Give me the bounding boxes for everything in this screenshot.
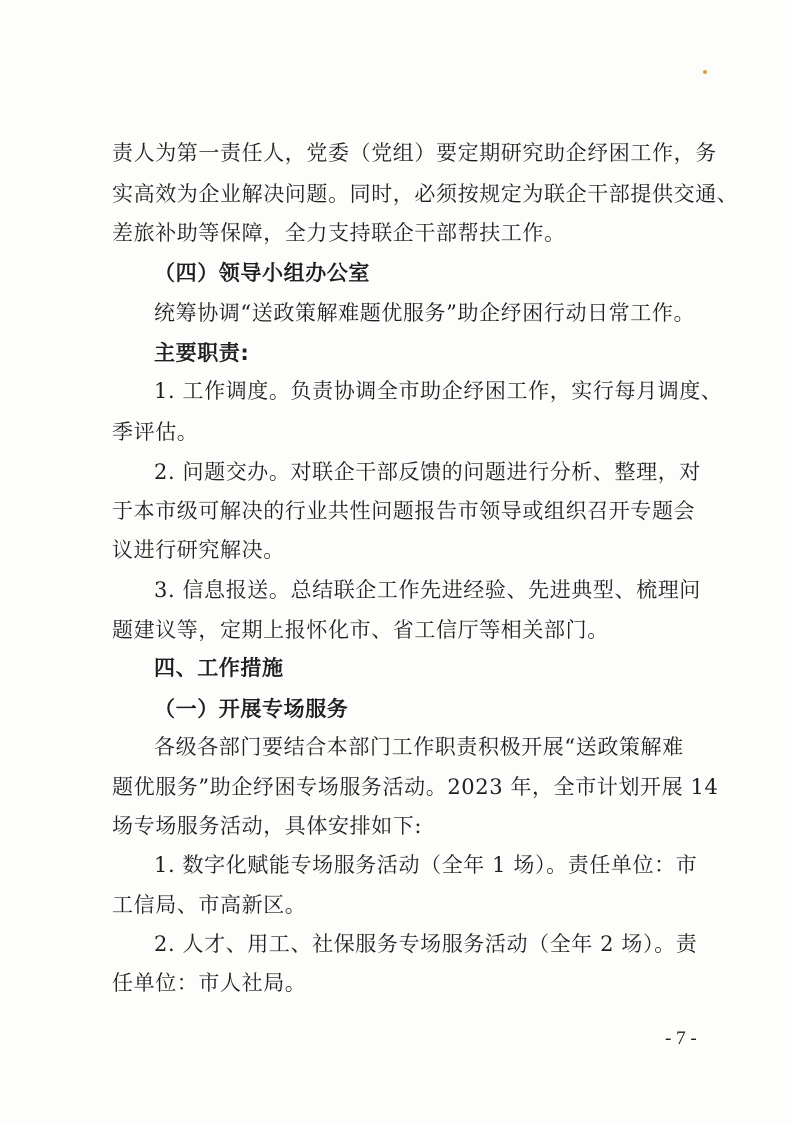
duty-item-1: 1. 工作调度。负责协调全市助企纾困工作，实行每月调度、 bbox=[154, 379, 723, 403]
duty-item-2: 2. 问题交办。对联企干部反馈的问题进行分析、整理，对 bbox=[154, 460, 701, 484]
activity-item-2: 2. 人才、用工、社保服务专场服务活动（全年 2 场）。责 bbox=[154, 932, 698, 956]
text-line-16: 各级各部门要结合本部门工作职责积极开展“送政策解难 bbox=[154, 735, 684, 759]
section-heading-leading-group-office: （四）领导小组办公室 bbox=[154, 261, 370, 285]
text-line-20: 工信局、市高新区。 bbox=[112, 893, 307, 917]
text-line-2: 实高效为企业解决问题。同时，必须按规定为联企干部提供交通、 bbox=[112, 182, 739, 206]
text-line-3: 差旅补助等保障，全力支持联企干部帮扶工作。 bbox=[112, 221, 566, 245]
activity-item-1: 1. 数字化赋能专场服务活动（全年 1 场）。责任单位：市 bbox=[154, 853, 698, 877]
duty-item-3: 3. 信息报送。总结联企工作先进经验、先进典型、梳理问 bbox=[154, 578, 701, 602]
text-line-18: 场专场服务活动，具体安排如下: bbox=[112, 814, 423, 838]
text-line-10: 于本市级可解决的行业共性问题报告市领导或组织召开专题会 bbox=[112, 499, 696, 523]
main-duties-heading: 主要职责: bbox=[154, 341, 250, 365]
subsection-heading-special-service: （一）开展专场服务 bbox=[154, 697, 349, 721]
text-line-11: 议进行研究解决。 bbox=[112, 538, 285, 562]
text-line-5: 统筹协调“送政策解难题优服务”助企纾困行动日常工作。 bbox=[154, 301, 696, 325]
text-line-22: 任单位：市人社局。 bbox=[112, 971, 307, 995]
section-heading-work-measures: 四、工作措施 bbox=[154, 656, 284, 680]
paper-speck bbox=[703, 70, 707, 74]
text-line-1: 责人为第一责任人，党委（党组）要定期研究助企纾困工作，务 bbox=[112, 141, 717, 165]
text-line-13: 题建议等，定期上报怀化市、省工信厅等相关部门。 bbox=[112, 618, 609, 642]
page-number: - 7 - bbox=[665, 1028, 697, 1049]
text-line-8: 季评估。 bbox=[112, 420, 199, 444]
text-line-17: 题优服务”助企纾困专场服务活动。2023 年，全市计划开展 14 bbox=[112, 775, 719, 799]
